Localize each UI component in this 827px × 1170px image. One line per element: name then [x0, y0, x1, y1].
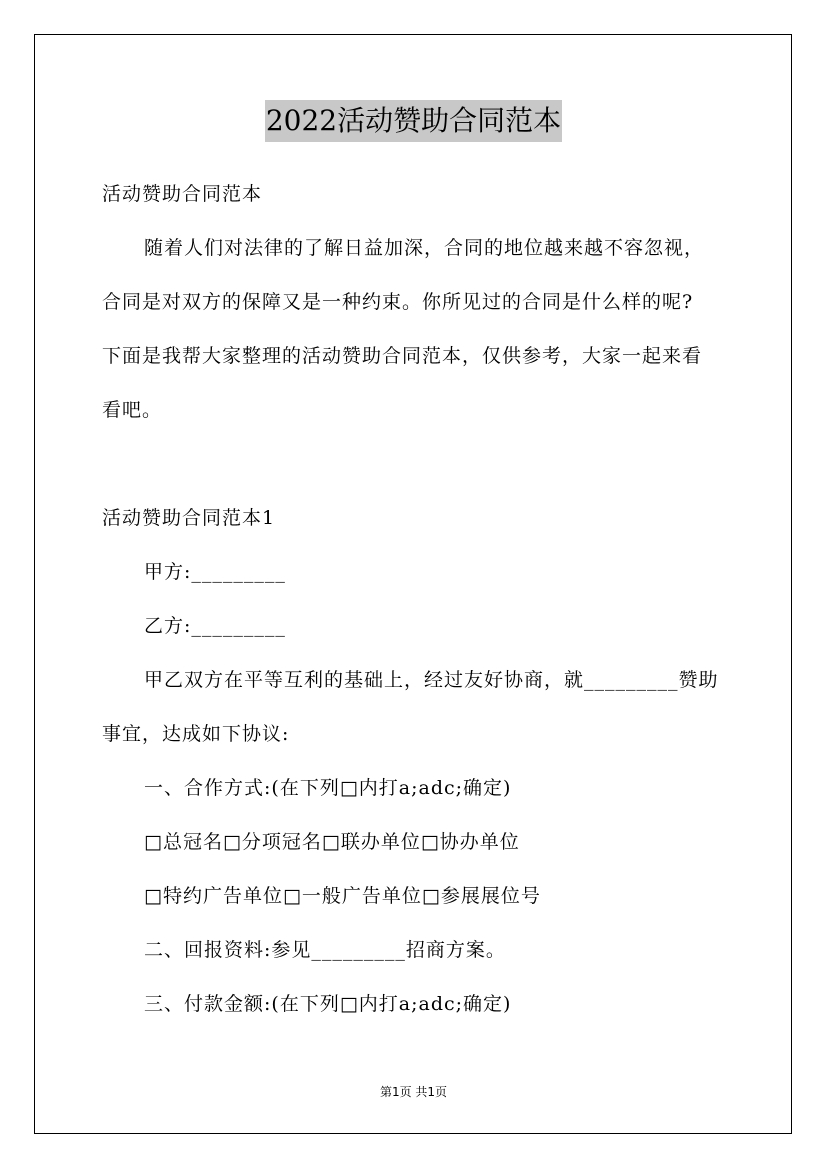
party-a-line: 甲方:_________	[144, 561, 286, 583]
intro-line-4: 看吧。	[102, 399, 163, 421]
body-line-3: 一、合作方式:(在下列□内打a;adc;确定)	[144, 777, 512, 799]
contract-heading: 活动赞助合同范本1	[102, 507, 276, 529]
document-title: 2022活动赞助合同范本	[265, 100, 562, 142]
body-line-6: 二、回报资料:参见_________招商方案。	[144, 939, 506, 961]
intro-line-2: 合同是对双方的保障又是一种约束。你所见过的合同是什么样的呢?	[102, 291, 694, 313]
body-line-1: 甲乙双方在平等互利的基础上，经过友好协商，就_________赞助	[144, 669, 719, 691]
body-line-7: 三、付款金额:(在下列□内打a;adc;确定)	[144, 993, 512, 1015]
page-footer: 第1页 共1页	[379, 1085, 448, 1099]
title-container	[0, 100, 827, 142]
body-line-4: □总冠名□分项冠名□联办单位□协办单位	[144, 831, 520, 853]
party-b-line: 乙方:_________	[144, 615, 286, 637]
section-heading: 活动赞助合同范本	[102, 183, 263, 205]
body-line-5: □特约广告单位□一般广告单位□参展展位号	[144, 885, 541, 907]
body-line-2: 事宜，达成如下协议:	[102, 723, 290, 745]
intro-line-3: 下面是我帮大家整理的活动赞助合同范本，仅供参考，大家一起来看	[102, 345, 703, 367]
intro-line-1: 随着人们对法律的了解日益加深，合同的地位越来越不容忽视，	[144, 237, 705, 259]
